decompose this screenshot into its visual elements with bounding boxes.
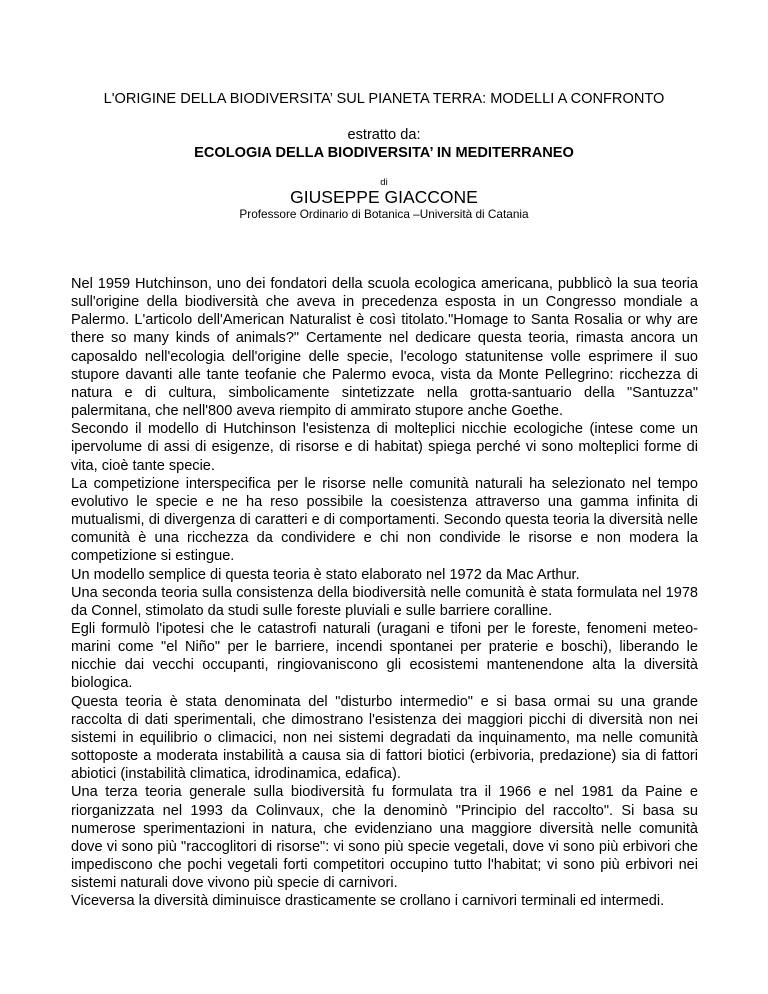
paragraph: Egli formulò l'ipotesi che le catastrofi naturali (uragani e tifoni per le foreste, fenomeni meteo-marini come "el Niño" per le barriere, incendi spontanei per praterie e boschi), liberando le nicchie dai vecchi occupanti, ringiovaniscono gli ecosistemi mantenendone alta la diversità biologica. <box>71 620 698 692</box>
paragraph: Questa teoria è stata denominata del "disturbo intermedio" e si basa ormai su una grande raccolta di dati sperimentali, che dimostrano l'esistenza dei maggiori picchi di diversità non nei sistemi in equilibrio o climacici, non nei sistemi degradati da inquinamento, ma nelle comunità sottoposte a moderata instabilità a causa sia di fattori biotici (erbivoria, predazione) sia di fattori abiotici (instabilità climatica, idrodinamica, edafica). <box>71 693 698 783</box>
body-text <box>71 275 698 910</box>
paragraph: Nel 1959 Hutchinson, uno dei fondatori della scuola ecologica americana, pubblicò la sua teoria sull'origine della biodiversità che aveva in precedenza esposta in un Congresso mondiale a Palermo. L'articolo dell'American Naturalist è così titolato."Homage to Santa Rosalia or why are there so many kinds of animals?" Certamente nel dedicare questa teoria, rimasta ancora un caposaldo nell'ecologia dell'origine delle specie, l'ecologo statunitense volle esprimere il suo stupore davanti alle tante teofanie che Palermo evoca, vista da Monte Pellegrino: ricchezza di natura e di cultura, simbolicamente sintetizzate nella grotta-santuario della "Santuzza" palermitana, che nell'800 aveva riempito di ammirato stupore anche Goethe. <box>71 276 698 420</box>
author-affiliation: Professore Ordinario di Botanica –Università di Catania <box>239 207 529 221</box>
by-label: di <box>380 177 388 188</box>
paragraph: La competizione interspecifica per le risorse nelle comunità naturali ha selezionato nel tempo evolutivo le specie e ne ha reso possibile la coesistenza attraverso una gamma infinita di mutualismi, di divergenza di caratteri e di comportamenti. Secondo questa teoria la diversità nelle comunità è una ricchezza da condividere e chi non condivide le risorse e non modera la competizione si estingue. <box>71 475 698 565</box>
paragraph: Una terza teoria generale sulla biodiversità fu formulata tra il 1966 e nel 1981 da Paine e riorganizzata nel 1993 da Colinvaux, che la denominò "Principio del raccolto". Si basa su numerose sperimentazioni in natura, che evidenziano una maggiore diversità nelle comunità dove vi sono più "raccoglitori di risorse": vi sono più specie vegetali, dove vi sono più erbivori che impediscono che pochi vegetali forti competitori occupino tutto l'habitat; vi sono più erbivori nei sistemi naturali dove vivono più specie di carnivori. <box>71 784 698 892</box>
paragraph: Viceversa la diversità diminuisce drasticamente se crollano i carnivori terminali ed intermedi. <box>71 893 665 910</box>
document-title: L'ORIGINE DELLA BIODIVERSITA’ SUL PIANETA TERRA: MODELLI A CONFRONTO <box>103 91 665 107</box>
paragraph: Una seconda teoria sulla consistenza della biodiversità nelle comunità è stata formulata nel 1978 da Connel, stimolato da studi sulle foreste pluviali e sulle barriere coralline. <box>71 584 698 619</box>
author-name: GIUSEPPE GIACCONE <box>290 187 478 207</box>
paragraph: Secondo il modello di Hutchinson l'esistenza di molteplici nicchie ecologiche (intese come un ipervolume di assi di esigenze, di risorse e di habitat) spiega perché vi sono molteplici forme di vita, cioè tante specie. <box>71 421 698 474</box>
book-title: ECOLOGIA DELLA BIODIVERSITA’ IN MEDITERRANEO <box>194 145 574 161</box>
extract-label: estratto da: <box>347 127 421 143</box>
paragraph: Un modello semplice di questa teoria è stato elaborato nel 1972 da Mac Arthur. <box>71 566 580 583</box>
